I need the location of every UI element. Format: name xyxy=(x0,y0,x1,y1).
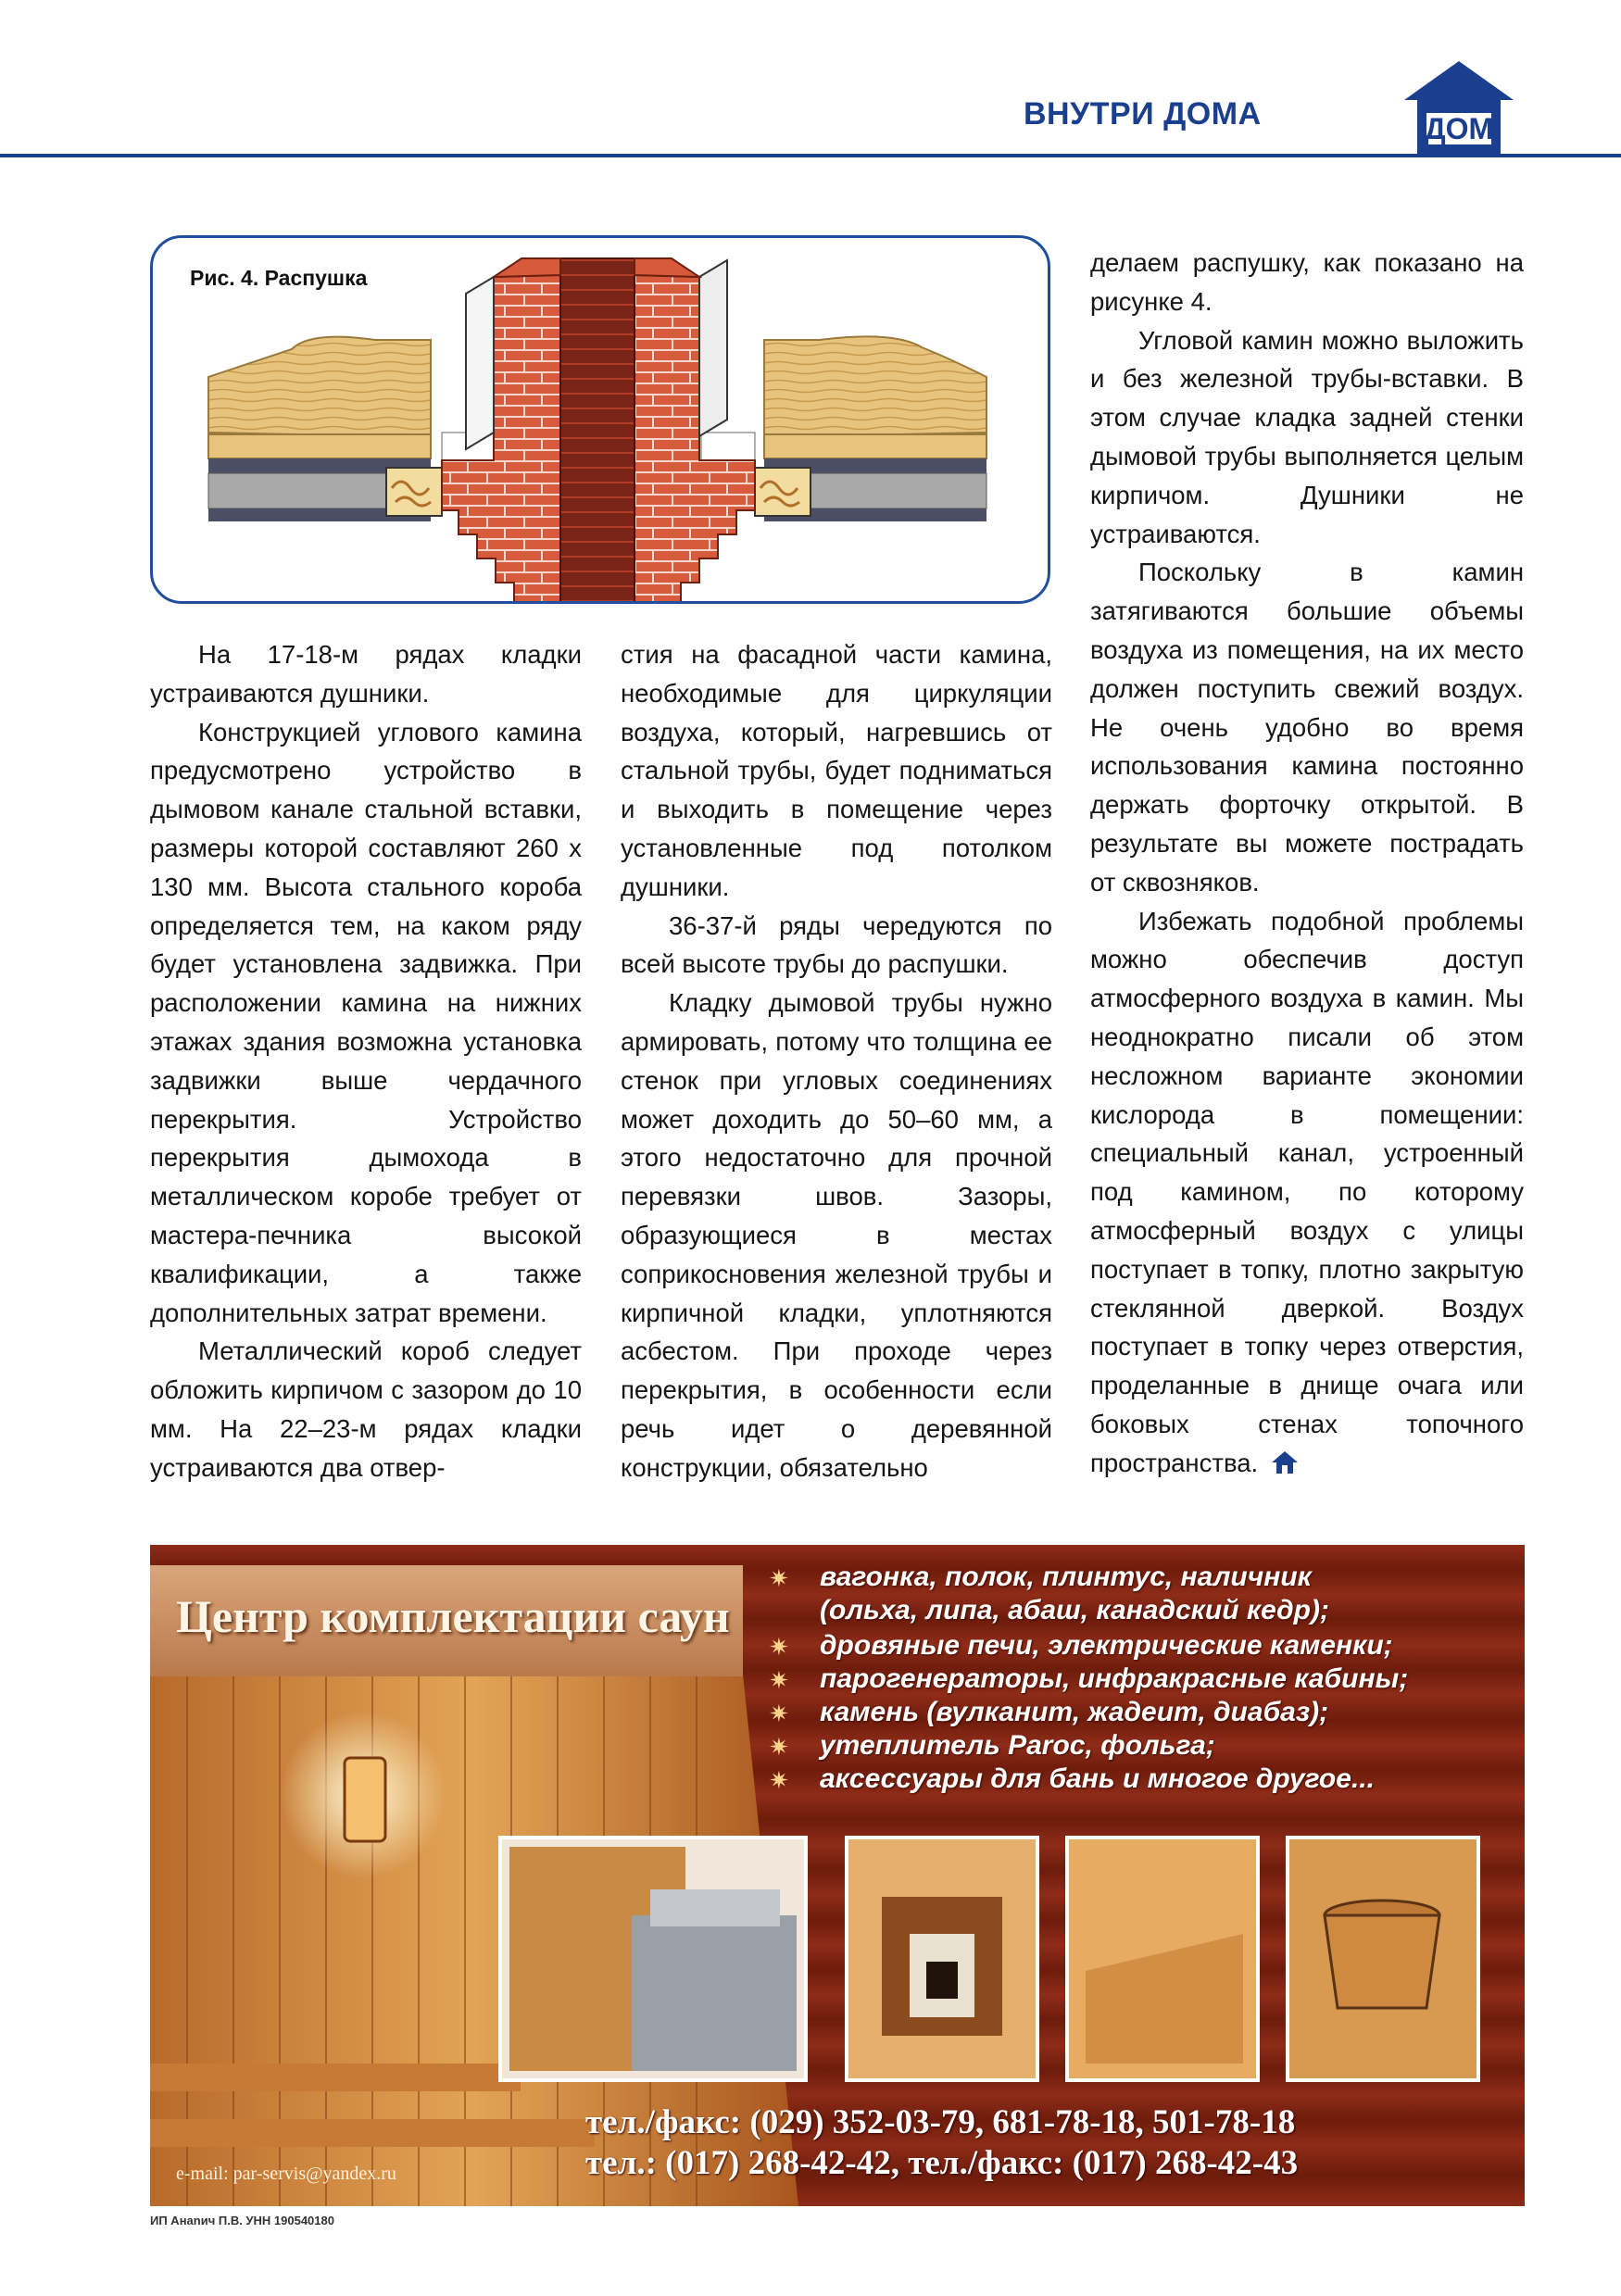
paragraph: Конструкцией углового камина предусмотрено устройство в дымовом канале стальной вставки, размеры которой составляют 260 х 130 мм. Высота стального короба определяется тем, на каком ряду будет установлена задвижка. При расположении камина на нижних этажах здания возможна установка задвижки выше чердачного перекрытия. Устройство перекрытия дымохода в металлическом коробе требует от мастера-печника высокой квалификации, а также дополнительных затрат времени. xyxy=(150,717,582,1327)
ad-phone-line-1: тел./факс: (029) 352-03-79, 681-78-18, 501-78-18 xyxy=(585,2103,1296,2141)
ad-item: камень (вулканит, жадеит, диабаз); xyxy=(820,1697,1329,1727)
text-column-1 xyxy=(150,635,582,1487)
paragraph: На 17-18-м рядах кладки устраиваются душники. xyxy=(150,640,582,708)
ad-phone-line-2: тел.: (017) 268-42-42, тел./факс: (017) 268-42-43 xyxy=(585,2144,1299,2182)
paragraph: делаем распушку, как показано на рисунке 4. xyxy=(1090,248,1524,316)
paragraph-text: Избежать подобной проблемы можно обеспечив доступ атмосферного воздуха в камин. Мы неоднократно писали об этом несложном варианте экономии кислорода в помещении: специальный канал, устроенный под камином, по которому атмосферный воздух с улицы поступает в топку, плотно закрытую стеклянной дверкой. Воздух поступает в топку через отверстия, проделанные в днище очага или боковых стенах топочного пространства. xyxy=(1090,906,1524,1477)
star-bullet-icon: ✷ xyxy=(769,1565,789,1593)
star-bullet-icon: ✷ xyxy=(769,1667,789,1695)
ad-item: парогенераторы, инфракрасные кабины; xyxy=(820,1663,1409,1694)
ad-title: Центр комплектации саун xyxy=(176,1590,730,1642)
ad-item: аксессуары для бань и многое другое... xyxy=(820,1763,1375,1794)
paragraph: Поскольку в камин затягиваются большие объемы воздуха из помещения, на их место должен поступить свежий воздух. Не очень удобно во время использования камина постоянно держать форточку открытой. В результате вы можете пострадать от сквозняков. xyxy=(1090,558,1524,897)
text-column-2 xyxy=(621,635,1052,1487)
figure-caption: Рис. 4. Распушка xyxy=(190,266,368,290)
figure-chimney-diagram xyxy=(150,235,1050,604)
paragraph: Кладку дымовой трубы нужно армировать, потому что толщина ее стенок при угловых соединениях может доходить до 50–60 мм, а этого недостаточно для прочной перевязки швов. Зазоры, образующиеся в местах соприкосновения железной трубы и кирпичной кладки, уплотняются асбестом. При проходе через перекрытия, в особенности если речь идет о деревянной конструкции, обязательно xyxy=(621,988,1052,1482)
paragraph: стия на фасадной части камина, необходимые для циркуляции воздуха, который, нагревшись от стальной трубы, будет подниматься и выходить в помещение через установленные под потолком душники. xyxy=(621,640,1052,901)
ad-item: вагонка, полок, плинтус, наличник xyxy=(820,1562,1312,1592)
paragraph: 36-37-й ряды чередуются по всей высоте трубы до распушки. xyxy=(621,910,1052,979)
chimney-illustration xyxy=(153,238,1050,604)
star-bullet-icon: ✷ xyxy=(769,1634,789,1662)
footer-legal-note: ИП Анаnич П.В. УНН 190540180 xyxy=(150,2214,334,2227)
magazine-logo xyxy=(1399,57,1519,159)
section-title: ВНУТРИ ДОМА xyxy=(1024,96,1262,132)
ad-item: дровяные печи, электрические каменки; xyxy=(820,1630,1393,1661)
star-bullet-icon: ✷ xyxy=(769,1700,789,1728)
ad-item: утеплитель Paroc, фольга; xyxy=(820,1730,1215,1761)
header-divider xyxy=(0,154,1621,157)
home-end-icon xyxy=(1271,1450,1299,1474)
text-column-3 xyxy=(1090,244,1524,1483)
logo-text: ДОМ xyxy=(1424,112,1494,145)
star-bullet-icon: ✷ xyxy=(769,1734,789,1762)
ad-item: (ольха, липа, абаш, канадский кедр); xyxy=(820,1595,1329,1625)
star-bullet-icon: ✷ xyxy=(769,1767,789,1795)
sauna-advertisement xyxy=(150,1545,1525,2206)
paragraph: Металлический короб следует обложить кирпичом с зазором до 10 мм. На 22–23-м рядах кладки устраиваются два отвер- xyxy=(150,1336,582,1482)
paragraph: Угловой камин можно выложить и без железной трубы-вставки. В этом случае кладка задней стенки дымовой трубы выполняется целым кирпичом. Душники не устраиваются. xyxy=(1090,325,1524,548)
paragraph-last xyxy=(1090,902,1524,1483)
ad-email: e-mail: par-servis@yandex.ru xyxy=(176,2164,396,2184)
